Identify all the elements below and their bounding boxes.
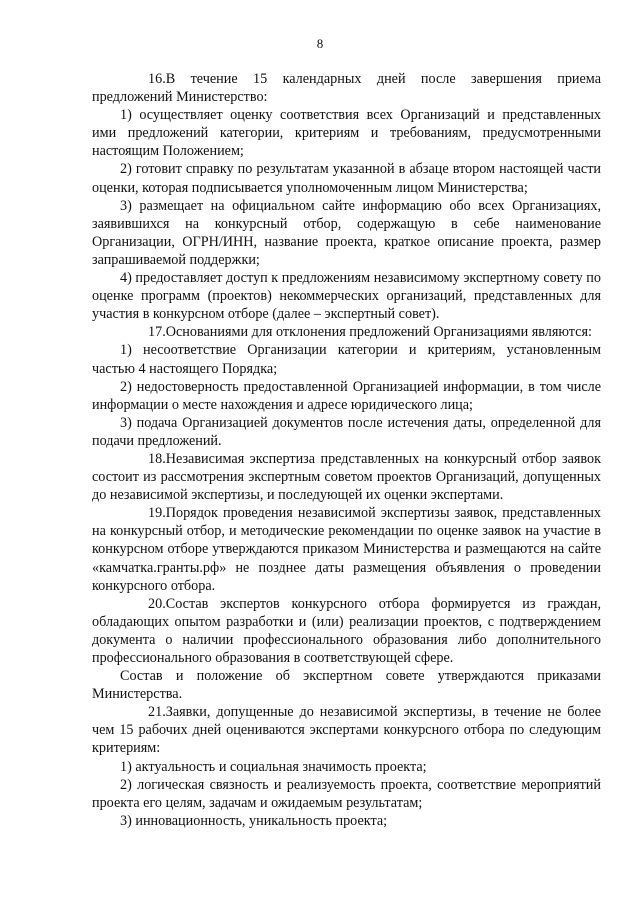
paragraph-number: 19. bbox=[148, 505, 166, 522]
page-number: 8 bbox=[316, 36, 324, 51]
paragraph bbox=[92, 776, 601, 812]
paragraph bbox=[92, 106, 601, 160]
numbered-paragraph bbox=[92, 703, 601, 757]
paragraph-text: 1) несоответствие Организации категории и критериям, установленным частью 4 настоящего Порядка; bbox=[92, 342, 601, 377]
paragraph-text: Порядок проведения независимой экспертизы заявок, представленных на конкурсный отбор, и методические рекомендации по оценке заявок на участие в конкурсном отборе утверждаются приказом Министерства и размещаются на сайте «камчатка.гранты.рф» не позднее даты размещения объявления о проведении конкурсного отбора. bbox=[92, 505, 601, 594]
paragraph bbox=[92, 758, 601, 776]
paragraph-text: Состав экспертов конкурсного отбора формируется из граждан, обладающих опытом разработки и (или) реализации проектов, с подтверждением документа о наличии профессионального образования либо дополнительного профессионального образования в соответствующей сфере. bbox=[92, 595, 601, 666]
numbered-paragraph bbox=[92, 323, 601, 341]
numbered-paragraph bbox=[92, 595, 601, 667]
paragraph-text: 2) логическая связность и реализуемость проекта, соответствие мероприятий проекта его целям, задачам и ожидаемым результатам; bbox=[92, 776, 601, 811]
paragraph bbox=[92, 197, 601, 269]
paragraph-number: 20. bbox=[148, 595, 166, 612]
numbered-paragraph bbox=[92, 450, 601, 504]
paragraph-text: 1) актуальность и социальная значимость проекта; bbox=[120, 758, 427, 775]
document-body bbox=[92, 70, 601, 830]
numbered-paragraph bbox=[92, 504, 601, 594]
paragraph-text: 3) подача Организацией документов после истечения даты, определенной для подачи предложений. bbox=[92, 414, 601, 449]
paragraph bbox=[92, 378, 601, 414]
paragraph-text: Состав и положение об экспертном совете утверждаются приказами Министерства. bbox=[92, 668, 601, 703]
paragraph bbox=[92, 812, 601, 830]
paragraph-text: 2) готовит справку по результатам указанной в абзаце втором настоящей части оценки, которая подписывается уполномоченным лицом Министерства; bbox=[92, 161, 601, 196]
numbered-paragraph bbox=[92, 70, 601, 106]
paragraph-text: Заявки, допущенные до независимой экспертизы, в течение не более чем 15 рабочих дней оцениваются экспертами конкурсного отбора по следующим критериям: bbox=[92, 704, 601, 757]
paragraph-number: 16. bbox=[148, 71, 166, 87]
paragraph-number: 18. bbox=[148, 450, 166, 467]
paragraph-number: 17. bbox=[148, 324, 166, 341]
paragraph bbox=[92, 160, 601, 196]
paragraph-text: Независимая экспертиза представленных на конкурсный отбор заявок состоит из рассмотрения экспертным советом проектов Организаций, допущенных до независимой экспертизы, и последующей их оценки экспертами. bbox=[92, 450, 601, 504]
paragraph-text: Основаниями для отклонения предложений Организациями являются: bbox=[165, 324, 592, 341]
paragraph bbox=[92, 269, 601, 323]
paragraph bbox=[92, 414, 601, 450]
paragraph-text: 4) предоставляет доступ к предложениям независимому экспертному совету по оценке программ (проектов) некоммерческих организаций, представленных для участия в конкурсном отборе (далее – экспертный совет). bbox=[92, 270, 601, 323]
paragraph bbox=[92, 667, 601, 703]
paragraph-number: 21. bbox=[148, 704, 166, 721]
paragraph-text: 3) размещает на официальном сайте информацию обо всех Организациях, заявившихся на конкурсный отбор, содержащую в себе наименование Организации, ОГРН/ИНН, название проекта, краткое описание проекта, размер запрашиваемой поддержки; bbox=[92, 197, 601, 268]
paragraph-text: 1) осуществляет оценку соответствия всех Организаций и представленных ими предложений категории, критериям и требованиям, предусмотренными настоящим Положением; bbox=[92, 107, 601, 160]
paragraph-text: 3) инновационность, уникальность проекта; bbox=[120, 812, 388, 829]
paragraph bbox=[92, 341, 601, 377]
paragraph-text: В течение 15 календарных дней после завершения приема предложений Министерство: bbox=[92, 71, 601, 106]
paragraph-text: 2) недостоверность предоставленной Организацией информации, в том числе информации о месте нахождения и адресе юридического лица; bbox=[92, 378, 601, 413]
